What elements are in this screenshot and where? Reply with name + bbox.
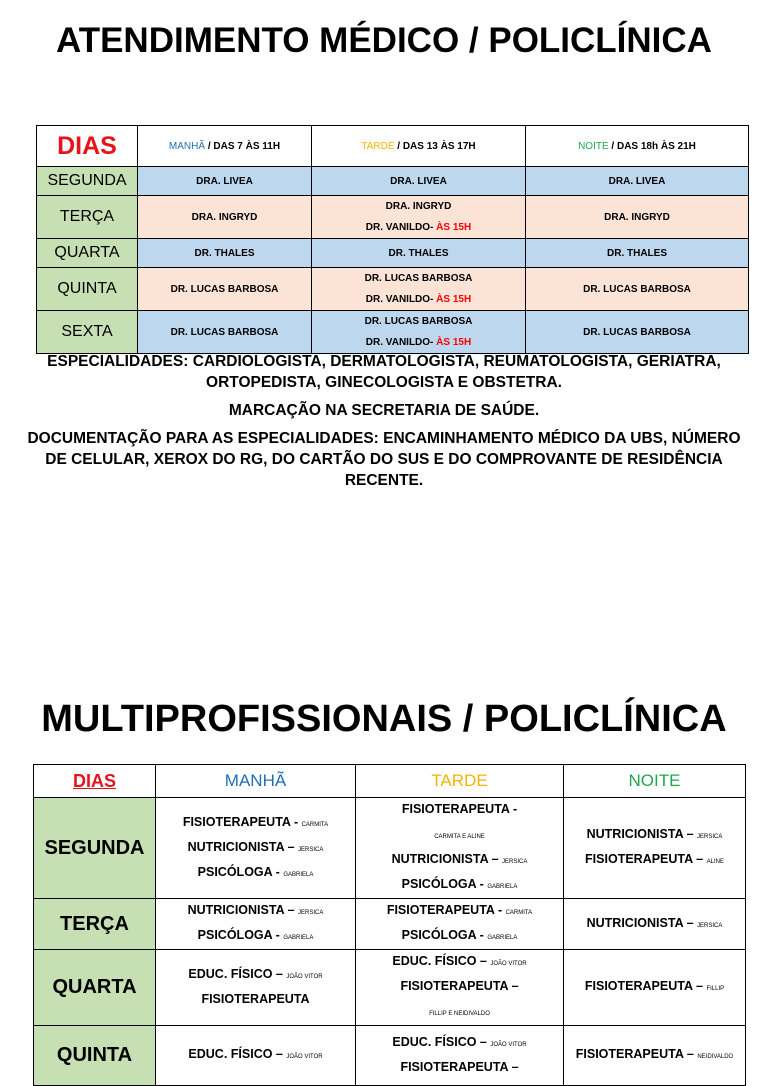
table-row xyxy=(34,899,746,950)
staff-name: GABRIELA xyxy=(487,884,518,890)
staff-name: NEIDIVALDO xyxy=(697,1054,734,1060)
manha-cell xyxy=(156,1026,356,1086)
staff-separator: – xyxy=(683,1047,698,1061)
staff-entry xyxy=(564,848,745,873)
manha-cell: DR. LUCAS BARBOSA xyxy=(138,268,312,311)
tarde-cell: DRA. LIVEA xyxy=(312,167,526,196)
staff-separator: – xyxy=(476,954,491,968)
staff-entry xyxy=(356,899,563,924)
staff-name: GABRIELA xyxy=(283,935,314,941)
staff-name: JERSICA xyxy=(298,910,324,916)
header-tarde: TARDE xyxy=(356,765,564,798)
noite-cell xyxy=(564,798,746,899)
table-header-row xyxy=(37,126,749,167)
header-tarde xyxy=(312,126,526,167)
page-title: ATENDIMENTO MÉDICO / POLICLÍNICA xyxy=(56,21,712,60)
staff-entry xyxy=(356,950,563,975)
tarde-doctor-2-name: DR. VANILDO- xyxy=(365,294,437,305)
staff-entry xyxy=(156,924,355,949)
staff-separator: – xyxy=(488,852,503,866)
staff-entry xyxy=(356,873,563,898)
staff-separator: – xyxy=(692,852,707,866)
staff-role: FISIOTERAPEUTA xyxy=(575,1047,684,1061)
noite-cell xyxy=(564,950,746,1026)
header-manha-label: MANHÃ xyxy=(168,140,206,152)
table-row xyxy=(37,196,749,239)
manha-cell xyxy=(156,899,356,950)
staff-entry xyxy=(356,1000,563,1025)
noite-cell: DR. LUCAS BARBOSA xyxy=(526,311,749,354)
noite-cell: DRA. INGRYD xyxy=(526,196,749,239)
table-row xyxy=(37,268,749,311)
staff-name: CARMITA E ALINE xyxy=(434,834,485,840)
tarde-doctor-2-time: ÀS 15H xyxy=(436,222,472,233)
staff-name: JOÃO VITOR xyxy=(490,1041,527,1048)
manha-cell: DRA. INGRYD xyxy=(138,196,312,239)
table-row xyxy=(34,950,746,1026)
header-noite-label: NOITE xyxy=(578,140,609,152)
staff-entry xyxy=(156,1043,355,1068)
table-header-row xyxy=(34,765,746,798)
staff-entry xyxy=(356,798,563,823)
staff-entry xyxy=(156,836,355,861)
staff-role: FISIOTERAPEUTA xyxy=(386,903,495,917)
staff-role: FISIOTERAPEUTA xyxy=(584,979,693,993)
day-cell: QUINTA xyxy=(37,268,138,311)
staff-role: FISIOTERAPEUTA xyxy=(401,802,510,816)
staff-entry xyxy=(356,975,563,1000)
staff-separator: - xyxy=(476,877,488,891)
staff-role: PSICÓLOGA xyxy=(401,877,477,891)
tarde-doctor-2-time: ÀS 15H xyxy=(436,337,472,348)
staff-name: JERSICA xyxy=(298,846,324,853)
table-row xyxy=(34,798,746,899)
noite-cell: DRA. LIVEA xyxy=(526,167,749,196)
day-cell: QUARTA xyxy=(37,239,138,268)
day-cell: SEXTA xyxy=(37,311,138,354)
table-row xyxy=(37,167,749,196)
staff-role: EDUC. FÍSICO xyxy=(392,1034,477,1049)
staff-role: PSICÓLOGA xyxy=(197,928,273,942)
staff-role: NUTRICIONISTA xyxy=(586,915,684,930)
staff-entry xyxy=(564,975,745,1000)
staff-separator: - xyxy=(509,802,518,816)
staff-name: FILLIP xyxy=(706,986,725,992)
staff-role: FISIOTERAPEUTA xyxy=(201,991,310,1006)
header-manha xyxy=(138,126,312,167)
staff-role: PSICÓLOGA xyxy=(197,864,273,879)
header-noite xyxy=(526,126,749,167)
noite-cell xyxy=(564,899,746,950)
staff-name: CARMITA xyxy=(301,821,329,828)
header-tarde-hours: / DAS 13 ÀS 17H xyxy=(394,140,476,152)
staff-role: NUTRICIONISTA xyxy=(586,827,684,841)
staff-separator: - xyxy=(290,814,302,829)
staff-role: FISIOTERAPEUTA xyxy=(182,814,291,829)
noite-cell xyxy=(564,1026,746,1086)
staff-entry xyxy=(356,848,563,873)
day-cell: TERÇA xyxy=(37,196,138,239)
staff-separator: – xyxy=(508,979,519,993)
staff-separator: – xyxy=(272,1047,287,1061)
day-cell: SEGUNDA xyxy=(34,798,156,899)
staff-role: FISIOTERAPEUTA xyxy=(400,979,509,993)
staff-entry xyxy=(356,823,563,848)
staff-separator: – xyxy=(692,979,707,993)
staff-entry xyxy=(356,1031,563,1056)
staff-separator: – xyxy=(476,1034,491,1049)
documentacao-text: DOCUMENTAÇÃO PARA AS ESPECIALIDADES: ENCAMINHAMENTO MÉDICO DA UBS, NÚMERO DE CELULAR, XEROX DO RG, DO CARTÃO DO SUS E DO COMPROVANTE DE RESIDÊNCIA RECENTE. xyxy=(27,430,741,489)
staff-entry xyxy=(356,1056,563,1081)
tarde-cell xyxy=(356,798,564,899)
manha-cell: DRA. LIVEA xyxy=(138,167,312,196)
tarde-cell xyxy=(312,311,526,354)
day-cell: QUINTA xyxy=(34,1026,156,1086)
tarde-doctor-2 xyxy=(312,289,525,310)
tarde-cell xyxy=(356,1026,564,1086)
tarde-doctor-2-name: DR. VANILDO- xyxy=(365,337,437,348)
header-dias: DIAS xyxy=(34,765,156,798)
staff-separator: – xyxy=(508,1059,519,1074)
staff-entry xyxy=(564,1043,745,1068)
staff-entry xyxy=(356,924,563,949)
staff-role: EDUC. FÍSICO xyxy=(188,1047,273,1061)
table-row xyxy=(37,239,749,268)
staff-name: FILLIP E NEIDIVALDO xyxy=(429,1011,490,1017)
staff-name: JERSICA xyxy=(697,922,723,929)
staff-entry xyxy=(564,912,745,937)
staff-name: JOÃO VITOR xyxy=(490,961,527,967)
tarde-doctor: DR. LUCAS BARBOSA xyxy=(364,273,473,284)
staff-separator: – xyxy=(272,966,287,981)
staff-name: JERSICA xyxy=(697,834,723,840)
staff-name: CARMITA xyxy=(505,910,533,916)
tarde-doctor-2-name: DR. VANILDO- xyxy=(365,222,437,233)
staff-name: GABRIELA xyxy=(283,871,314,878)
table-row xyxy=(34,1026,746,1086)
header-manha: MANHÃ xyxy=(156,765,356,798)
staff-role: FISIOTERAPEUTA xyxy=(400,1059,509,1074)
table-row xyxy=(37,311,749,354)
staff-separator: – xyxy=(284,903,299,917)
staff-role: FISIOTERAPEUTA xyxy=(585,852,693,866)
section-title: MULTIPROFISSIONAIS / POLICLÍNICA xyxy=(41,698,727,740)
staff-separator: - xyxy=(476,928,488,942)
staff-separator: - xyxy=(494,903,506,917)
staff-entry xyxy=(156,988,355,1013)
header-noite: NOITE xyxy=(564,765,746,798)
staff-separator: - xyxy=(272,928,284,942)
tarde-doctor-2 xyxy=(312,217,525,238)
staff-entry xyxy=(564,823,745,848)
staff-entry xyxy=(156,861,355,886)
manha-cell xyxy=(156,798,356,899)
day-cell: TERÇA xyxy=(34,899,156,950)
staff-name: ALINE xyxy=(706,859,724,865)
marcacao-text: MARCAÇÃO NA SECRETARIA DE SAÚDE. xyxy=(228,402,540,419)
schedule-table-medico xyxy=(36,125,749,354)
tarde-cell xyxy=(312,268,526,311)
day-cell: SEGUNDA xyxy=(37,167,138,196)
tarde-cell xyxy=(312,196,526,239)
day-cell: QUARTA xyxy=(34,950,156,1026)
staff-role: NUTRICIONISTA xyxy=(391,852,489,866)
tarde-cell: DR. THALES xyxy=(312,239,526,268)
tarde-cell xyxy=(356,950,564,1026)
staff-entry xyxy=(156,899,355,924)
manha-cell xyxy=(156,950,356,1026)
manha-cell: DR. THALES xyxy=(138,239,312,268)
staff-role: EDUC. FÍSICO xyxy=(392,954,477,968)
staff-separator: – xyxy=(284,839,299,854)
schedule-table-multiprofissionais xyxy=(33,764,746,1086)
noite-cell: DR. LUCAS BARBOSA xyxy=(526,268,749,311)
staff-role: EDUC. FÍSICO xyxy=(188,966,273,981)
tarde-cell xyxy=(356,899,564,950)
staff-name: JOÃO VITOR xyxy=(286,1054,323,1060)
especialidades-text: ESPECIALIDADES: CARDIOLOGISTA, DERMATOLOGISTA, REUMATOLOGISTA, GERIATRA, ORTOPEDISTA, GINECOLOGISTA E OBSTETRA. xyxy=(47,353,721,391)
staff-role: NUTRICIONISTA xyxy=(187,903,285,917)
staff-entry xyxy=(156,811,355,836)
tarde-doctor: DRA. INGRYD xyxy=(385,201,452,212)
header-noite-hours: / DAS 18h ÀS 21H xyxy=(608,140,696,152)
staff-name: JERSICA xyxy=(502,859,528,865)
tarde-doctor: DR. LUCAS BARBOSA xyxy=(364,316,473,327)
header-manha-hours: / DAS 7 ÀS 11H xyxy=(205,140,281,152)
staff-entry xyxy=(156,963,355,988)
staff-separator: – xyxy=(683,827,698,841)
tarde-doctor-2 xyxy=(312,332,525,353)
staff-name: JOÃO VITOR xyxy=(286,973,323,980)
noite-cell: DR. THALES xyxy=(526,239,749,268)
header-tarde-label: TARDE xyxy=(361,140,395,152)
staff-separator: – xyxy=(683,915,698,930)
staff-role: PSICÓLOGA xyxy=(401,928,477,942)
manha-cell: DR. LUCAS BARBOSA xyxy=(138,311,312,354)
staff-name: GABRIELA xyxy=(487,935,518,941)
staff-separator: - xyxy=(272,864,284,879)
header-dias: DIAS xyxy=(37,126,138,167)
staff-role: NUTRICIONISTA xyxy=(187,839,285,854)
tarde-doctor-2-time: ÀS 15H xyxy=(436,294,472,305)
